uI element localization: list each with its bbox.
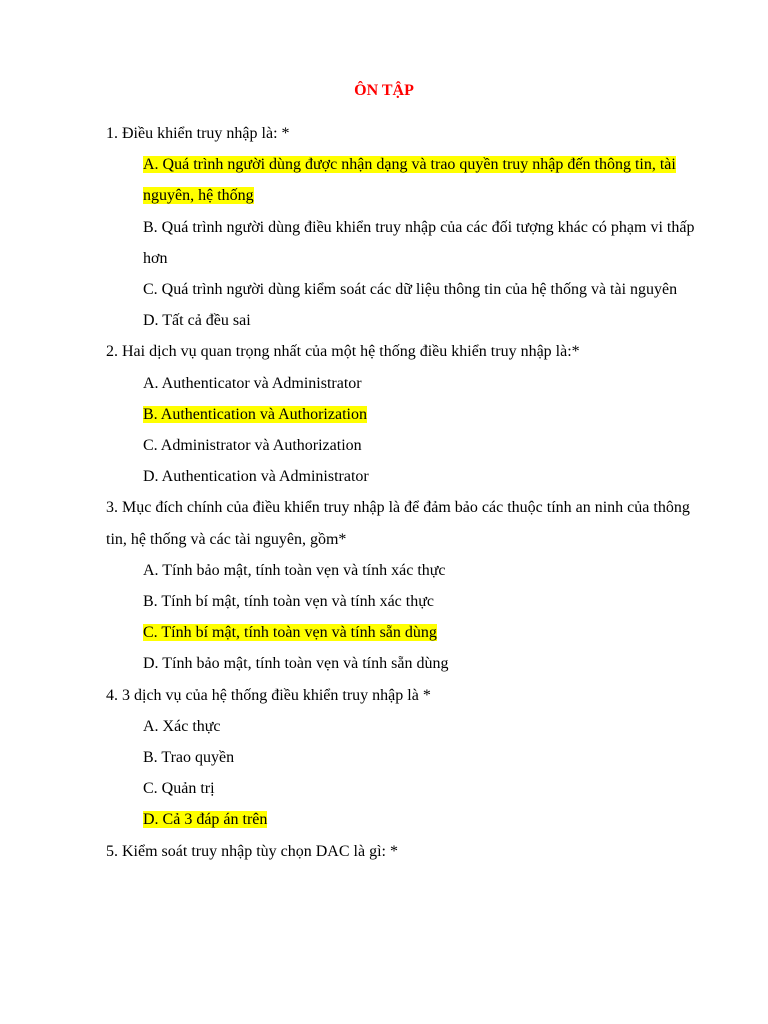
highlighted-answer: D. Cả 3 đáp án trên xyxy=(143,811,268,829)
answer-option xyxy=(106,804,702,835)
question-text: 3. Mục đích chính của điều khiển truy nhập là để đảm bảo các thuộc tính an ninh của thông tin, hệ thống và các tài nguyên, gồm* xyxy=(106,499,690,548)
answer-option: B. Quá trình người dùng điều khiển truy nhập của các đối tượng khác có phạm vi thấp hơn xyxy=(143,218,695,267)
answer-option: C. Quản trị xyxy=(143,780,215,798)
answer-option xyxy=(106,399,702,430)
answer-option: D. Tất cả đều sai xyxy=(143,312,251,330)
highlighted-answer: B. Authentication và Authorization xyxy=(143,405,367,423)
answer-option: A. Tính bảo mật, tính toàn vẹn và tính xác thực xyxy=(143,561,446,579)
question-text: 2. Hai dịch vụ quan trọng nhất của một hệ thống điều khiển truy nhập là:* xyxy=(106,343,580,361)
answer-option: B. Tính bí mật, tính toàn vẹn và tính xác thực xyxy=(143,593,434,611)
page-title: ÔN TẬP xyxy=(354,82,414,99)
answer-option xyxy=(106,149,702,211)
highlighted-answer: A. Quá trình người dùng được nhận dạng và trao quyền truy nhập đến thông tin, tài nguyên, hệ thống xyxy=(143,156,676,205)
answer-option: A. Authenticator và Administrator xyxy=(143,374,362,392)
question-block xyxy=(106,492,702,679)
question-text: 5. Kiểm soát truy nhập tùy chọn DAC là gì: * xyxy=(106,842,398,860)
answer-option: A. Xác thực xyxy=(143,717,221,735)
answer-option: B. Trao quyền xyxy=(143,749,235,767)
question-block xyxy=(106,336,702,492)
question-block xyxy=(106,836,702,867)
answer-option: C. Quá trình người dùng kiểm soát các dữ liệu thông tin của hệ thống và tài nguyên xyxy=(143,281,678,299)
question-list xyxy=(106,118,702,867)
answer-option: D. Tính bảo mật, tính toàn vẹn và tính sẵn dùng xyxy=(143,655,449,673)
question-block xyxy=(106,680,702,836)
question-block xyxy=(106,118,702,336)
answer-option: D. Authentication và Administrator xyxy=(143,468,369,486)
answer-option xyxy=(106,617,702,648)
question-text: 1. Điều khiển truy nhập là: * xyxy=(106,125,290,142)
answer-option: C. Administrator và Authorization xyxy=(143,437,362,455)
highlighted-answer: C. Tính bí mật, tính toàn vẹn và tính sẵn dùng xyxy=(143,624,437,642)
question-text: 4. 3 dịch vụ của hệ thống điều khiển truy nhập là * xyxy=(106,686,431,704)
